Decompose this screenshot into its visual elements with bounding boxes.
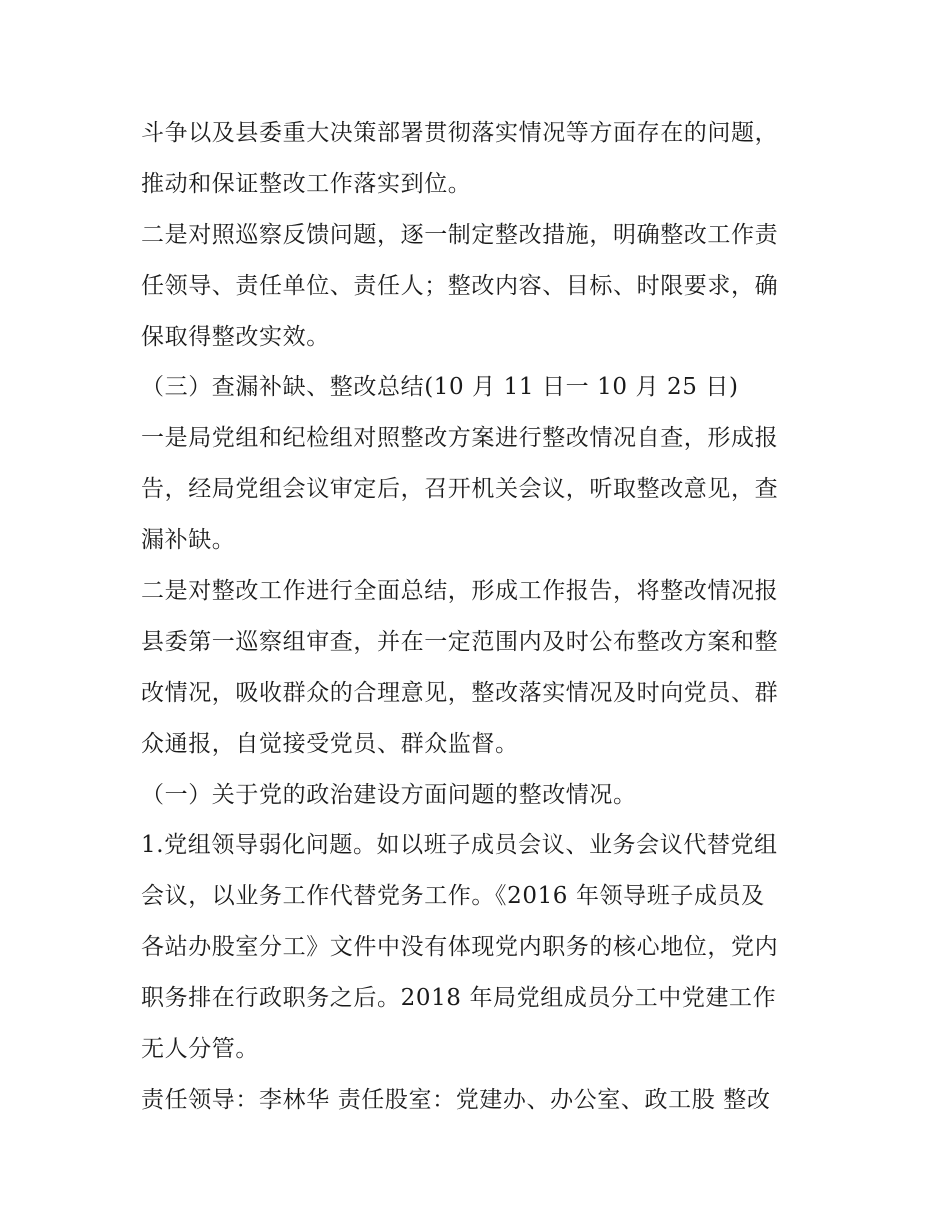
text-line: 县委第一巡察组审查，并在一定范围内及时公布整改方案和整 <box>141 628 779 655</box>
text-line: 众通报，自觉接受党员、群众监督。 <box>141 730 519 757</box>
text-line: 二是对整改工作进行全面总结，形成工作报告，将整改情况报 <box>141 578 779 605</box>
text-line: 保取得整改实效。 <box>141 323 330 350</box>
section-heading: （一）关于党的政治建设方面问题的整改情况。 <box>141 781 637 808</box>
text-line: 推动和保证整改工作落实到位。 <box>141 170 472 197</box>
text-line: 责任领导：李林华 责任股室：党建办、办公室、政工股 整改 <box>141 1086 771 1113</box>
text-line: 告，经局党组会议审定后，召开机关会议，听取整改意见，查 <box>141 476 779 503</box>
text-line: 一是局党组和纪检组对照整改方案进行整改情况自查，形成报 <box>141 425 779 452</box>
document-body <box>141 108 816 1126</box>
text-line: 1.党组领导弱化问题。如以班子成员会议、业务会议代替党组 <box>141 832 778 859</box>
text-line: 二是对照巡察反馈问题，逐一制定整改措施，明确整改工作责 <box>141 221 779 248</box>
text-line: 各站办股室分工》文件中没有体现党内职务的核心地位，党内 <box>141 934 779 961</box>
text-line: 任领导、责任单位、责任人；整改内容、目标、时限要求，确 <box>141 272 779 299</box>
text-line: 漏补缺。 <box>141 527 236 554</box>
section-heading: （三）查漏补缺、整改总结(10 月 11 日一 10 月 25 日) <box>141 374 739 401</box>
text-line: 改情况，吸收群众的合理意见，整改落实情况及时向党员、群 <box>141 679 779 706</box>
text-line: 无人分管。 <box>141 1036 259 1063</box>
text-line: 职务排在行政职务之后。2018 年局党组成员分工中党建工作 <box>141 985 777 1012</box>
text-line: 会议，以业务工作代替党务工作。《2016 年领导班子成员及 <box>141 883 765 910</box>
text-line: 斗争以及县委重大决策部署贯彻落实情况等方面存在的问题， <box>141 120 779 146</box>
